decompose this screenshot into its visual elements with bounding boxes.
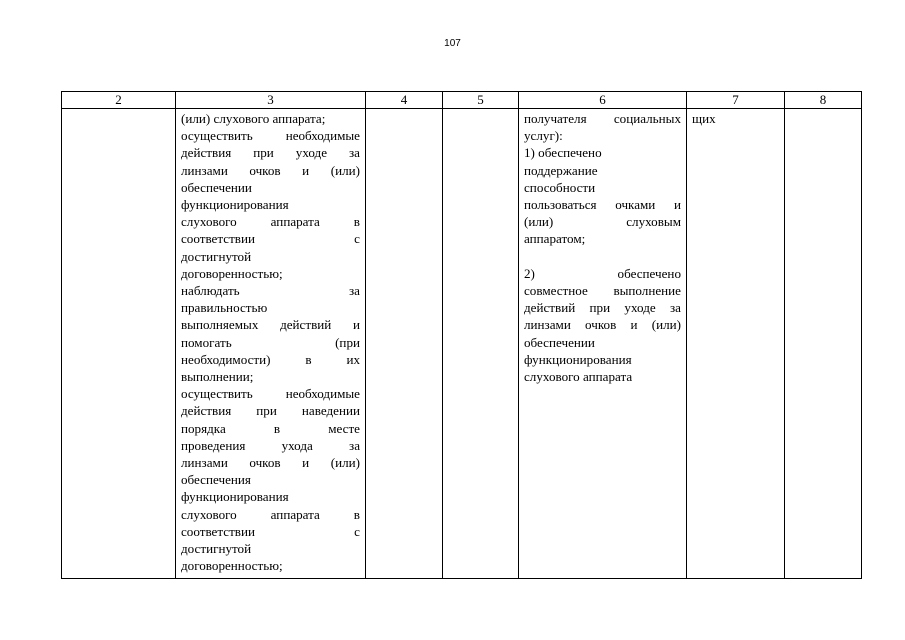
text-line: (или) слуховым bbox=[524, 214, 681, 230]
text-line: (или) слухового аппарата; bbox=[181, 111, 326, 126]
text-line: договоренностью; bbox=[181, 265, 283, 281]
page-number: 107 bbox=[444, 38, 461, 49]
column-header-2: 2 bbox=[62, 92, 176, 109]
text-line: порядка в месте bbox=[181, 420, 360, 436]
text-line: наблюдать за bbox=[181, 283, 360, 299]
text-line: действий при уходе за bbox=[524, 300, 681, 316]
text-line: договоренностью; bbox=[181, 558, 283, 574]
text-line: обеспечении bbox=[524, 334, 595, 350]
text-line: линзами очков и (или) bbox=[524, 317, 681, 333]
text-line: достигнутой bbox=[181, 248, 252, 264]
text-line: помогать (при bbox=[181, 334, 360, 350]
text-line: достигнутой bbox=[181, 541, 252, 557]
column-header-3: 3 bbox=[176, 92, 366, 109]
text-line: функционирования bbox=[524, 351, 632, 367]
text-line: обеспечении bbox=[181, 179, 252, 195]
text-line: 1) обеспечено bbox=[524, 145, 602, 161]
text-line: правильностью bbox=[181, 300, 268, 316]
text-line: линзами очков и (или) bbox=[181, 455, 360, 471]
text-line: действия при уходе за bbox=[181, 145, 360, 161]
text-line: совместное выполнение bbox=[524, 283, 681, 299]
text-line: аппаратом; bbox=[524, 231, 586, 247]
table-row bbox=[62, 109, 862, 579]
text-line: поддержание bbox=[524, 162, 598, 178]
text-line: пользоваться очками и bbox=[524, 197, 681, 213]
text-line: осуществить необходимые bbox=[181, 386, 360, 402]
cell-col-8 bbox=[785, 109, 862, 579]
text-line: слухового аппарата bbox=[524, 369, 633, 385]
cell-col-6 bbox=[519, 109, 687, 579]
column-header-6: 6 bbox=[519, 92, 687, 109]
text-line: необходимости) в их bbox=[181, 351, 360, 367]
column-header-4: 4 bbox=[366, 92, 443, 109]
text-line: соответствии с bbox=[181, 523, 360, 539]
text-line: способности bbox=[524, 179, 596, 195]
text-line: получателя социальных bbox=[524, 111, 681, 126]
text-line: 2) обеспечено bbox=[524, 265, 681, 281]
header-row bbox=[62, 92, 862, 109]
text-line: выполнении; bbox=[181, 369, 254, 385]
text-line: действия при наведении bbox=[181, 403, 360, 419]
col6-text bbox=[524, 110, 681, 385]
text-line: проведения ухода за bbox=[181, 437, 360, 453]
column-header-7: 7 bbox=[687, 92, 785, 109]
text-line: услуг): bbox=[524, 128, 563, 144]
text-line: функционирования bbox=[181, 197, 289, 213]
text-line: функционирования bbox=[181, 489, 289, 505]
text-line: обеспечения bbox=[181, 472, 251, 488]
text-line: соответствии с bbox=[181, 231, 360, 247]
column-header-5: 5 bbox=[443, 92, 519, 109]
cell-col-3 bbox=[176, 109, 366, 579]
col7-text: щих bbox=[692, 111, 716, 126]
col3-text bbox=[181, 110, 360, 574]
cell-col-5 bbox=[443, 109, 519, 579]
text-line: выполняемых действий и bbox=[181, 317, 360, 333]
text-line: линзами очков и (или) bbox=[181, 162, 360, 178]
column-header-8: 8 bbox=[785, 92, 862, 109]
text-line: слухового аппарата в bbox=[181, 214, 360, 230]
cell-col-4 bbox=[366, 109, 443, 579]
cell-col-7 bbox=[687, 109, 785, 579]
text-line: слухового аппарата в bbox=[181, 506, 360, 522]
text-line: осуществить необходимые bbox=[181, 128, 360, 144]
document-table bbox=[61, 91, 862, 579]
cell-col-2 bbox=[62, 109, 176, 579]
blank-line bbox=[524, 248, 681, 265]
